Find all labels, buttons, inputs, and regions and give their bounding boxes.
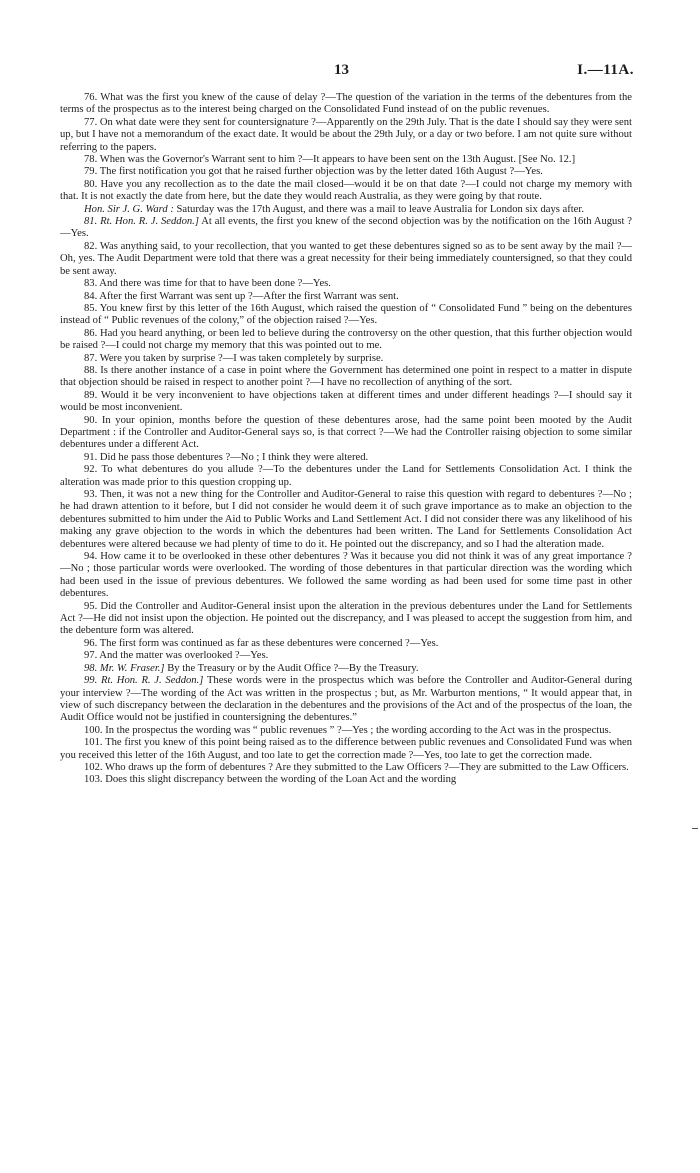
paragraph-text: 97. And the matter was overlooked ?—Yes. [84,650,269,662]
paragraph-text: 86. Had you heard anything, or been led to believe during the controversy on the other question, that this further objection would be raised ?—I could not charge my memory that this was pointed out to me. [60,327,632,352]
testimony-paragraph [60,663,632,675]
paragraph-text: 102. Who draws up the form of debentures ? Are they submitted to the Law Officers ?—They are submitted to the Law Officers. [84,761,629,773]
speaker-label: 98. Mr. W. Fraser.] [84,662,165,674]
paragraph-text: 83. And there was time for that to have been done ?—Yes. [84,278,331,290]
paragraph-text: 100. In the prospectus the wording was “ public revenues ” ?—Yes ; the wording according to the Act was in the prospectus. [84,724,612,736]
testimony-paragraph [60,241,632,278]
document-reference: I.—11A. [577,62,634,78]
testimony-paragraph [60,774,632,786]
testimony-paragraph [60,365,632,390]
paragraph-text: 91. Did he pass those debentures ?—No ; I think they were altered. [84,451,369,463]
speaker-label: 99. Rt. Hon. R. J. Seddon.] [84,675,204,687]
paragraph-text: 84. After the first Warrant was sent up ?—After the first Warrant was sent. [84,290,399,302]
testimony-body [60,92,632,787]
paragraph-text: 79. The first notification you got that he raised further objection was by the letter dated 16th August ?—Yes. [84,166,543,178]
page-header [0,62,700,82]
paragraph-text: 90. In your opinion, months before the question of these debentures arose, had the same point been mooted by the Audit Department : if the Controller and Auditor-General says so, is that correct ?—We had the Controller raising objection to some similar debentures under a different Act. [60,414,632,451]
paragraph-text: 87. Were you taken by surprise ?—I was taken completely by surprise. [84,352,384,364]
testimony-paragraph [60,551,632,601]
speaker-label: Hon. Sir J. G. Ward : [84,203,174,215]
testimony-paragraph [60,117,632,154]
page-number: 13 [334,62,349,78]
paragraph-text: 80. Have you any recollection as to the date the mail closed—would it be on that date ?—I could not charge my memory with that. It is not exactly the date from here, but the date they would reach Australia, as they were going by that route. [60,178,632,203]
testimony-paragraph [60,154,632,166]
paragraph-text: 95. Did the Controller and Auditor-General insist upon the alteration in the previous debentures under the Land for Settlements Act ?—He did not insist upon the objection. He pointed out the discrepancy, and I was pleased to accept the suggestion from him, and the debenture form was altered. [60,600,632,637]
testimony-paragraph [60,328,632,353]
paragraph-text: By the Treasury or by the Audit Office ?—By the Treasury. [167,662,419,674]
testimony-paragraph [60,390,632,415]
testimony-paragraph [60,725,632,737]
testimony-paragraph [60,638,632,650]
testimony-paragraph [60,278,632,290]
paragraph-text: 88. Is there another instance of a case in point where the Government has determined one point in respect to a matter in dispute that objection should be raised in respect to another point ?—I have no recollection of anything of the sort. [60,364,632,389]
testimony-paragraph [60,216,632,241]
testimony-paragraph [60,489,632,551]
paragraph-text: These words were in the prospectus which was before the Controller and Auditor-General during your interview ?—The wording of the Act was written in the prospectus ; but, as Mr. Warburton mentions, “ It would appear that, in view of such discrepancy between the declaration in the debentures and the provisions of the Act and of the prospectus of the loan, the Audit Office would not be justified in countersigning the debentures.” [60,675,632,724]
testimony-paragraph [60,762,632,774]
testimony-paragraph [60,464,632,489]
testimony-paragraph [60,452,632,464]
paragraph-text: 94. How came it to be overlooked in these other debentures ? Was it because you did not think it was of any great importance ?—No ; those particular words were overlooked. The wording of those debentures in that particular direction was the wording which had been used in the issue of previous debentures. We followed the same wording as had been used for some time past in other debentures. [60,551,632,600]
paragraph-text: At all events, the first you knew of the second objection was by the notification on the 16th August ?—Yes. [60,216,632,240]
testimony-paragraph [60,166,632,178]
paragraph-text: 82. Was anything said, to your recollection, that you wanted to get these debentures signed so as to be sent away by the mail ?—Oh, yes. The Audit Department were told that there was a great necessity for their being immediately countersigned, so that they could be sent away. [60,240,632,277]
testimony-paragraph [60,92,632,117]
paragraph-text: 101. The first you knew of this point being raised as to the difference between public revenues and Consolidated Fund was when you received this letter of the 16th August, and too late to get the correction made ?—Yes, too late to get the correction made. [60,737,632,761]
paragraph-text: 93. Then, it was not a new thing for the Controller and Auditor-General to raise this question with regard to debentures ?—No ; he had drawn attention to it before, but I did not consider he would deem it of such grave importance as to make an objection to the debentures submitted to him under the Aid to Public Works and Land Settlement Act. I did not consider there was any likelihood of his making any grave objection to the words in which the debentures had been written. The Land for Settlements Consolidation Act debentures were altered because we had plenty of time to do it. He pointed out the discrepancy, and so I had the alteration made. [60,489,632,550]
paragraph-text: 77. On what date were they sent for countersignature ?—Apparently on the 29th July. That is the date I should say they were sent up, but I have not a memorandum of the exact date. It would be about the 29th July, or a day or two before. I am not quite sure without referring to the papers. [60,116,632,153]
testimony-paragraph [60,675,632,725]
paragraph-text: 96. The first form was continued as far as these debentures were concerned ?—Yes. [84,637,439,649]
speaker-label: 81. Rt. Hon. R. J. Seddon.] [84,216,199,228]
paragraph-text: 78. When was the Governor's Warrant sent to him ?—It appears to have been sent on the 13th August. [See No. 12.] [84,154,576,166]
testimony-paragraph [60,601,632,638]
testimony-paragraph [60,303,632,328]
testimony-paragraph [60,650,632,662]
testimony-paragraph [60,204,632,216]
testimony-paragraph [60,353,632,365]
paragraph-text: 89. Would it be very inconvenient to have objections taken at different times and under different headings ?—I should say it would be most inconvenient. [60,389,632,414]
paragraph-text: 103. Does this slight discrepancy between the wording of the Loan Act and the wording [84,774,457,786]
paragraph-text: 76. What was the first you knew of the cause of delay ?—The question of the variation in the terms of the debentures from the terms of the prospectus as to the interest being charged on the Consolidated Fund instead of on the public revenues. [60,92,632,116]
testimony-paragraph [60,415,632,452]
margin-mark [692,828,698,829]
testimony-paragraph [60,737,632,762]
paragraph-text: 92. To what debentures do you allude ?—To the debentures under the Land for Settlements Consolidation Act. I think the alteration was made prior to this question cropping up. [60,464,632,488]
testimony-paragraph [60,179,632,204]
paragraph-text: Saturday was the 17th August, and there was a mail to leave Australia for London six days after. [176,203,584,215]
testimony-paragraph [60,291,632,303]
paragraph-text: 85. You knew first by this letter of the 16th August, which raised the question of “ Consolidated Fund ” being on the debentures instead of “ Public revenues of the colony,” of the objection raised ?—Yes. [60,302,632,327]
